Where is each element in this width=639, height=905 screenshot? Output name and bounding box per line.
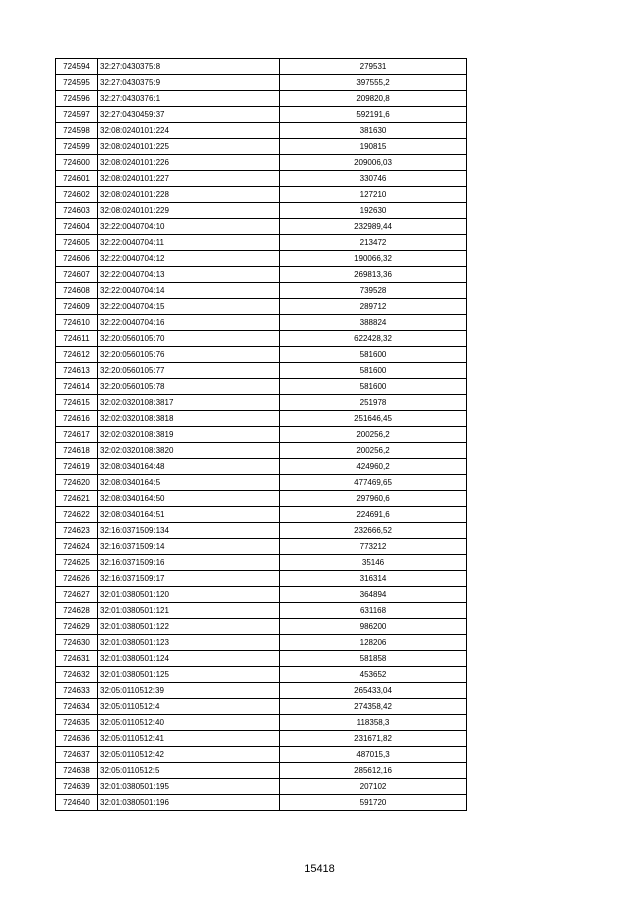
cadastral-number-cell: 32:05:0110512:5 [98, 763, 280, 779]
table-row [56, 571, 467, 587]
value-cell: 35146 [280, 555, 467, 571]
cadastral-number-cell: 32:08:0240101:228 [98, 187, 280, 203]
cadastral-number-cell: 32:02:0320108:3817 [98, 395, 280, 411]
value-cell: 209006,03 [280, 155, 467, 171]
value-cell: 274358,42 [280, 699, 467, 715]
row-number-cell: 724619 [56, 459, 98, 475]
table-row [56, 683, 467, 699]
row-number-cell: 724604 [56, 219, 98, 235]
table-row [56, 203, 467, 219]
cadastral-number-cell: 32:08:0240101:225 [98, 139, 280, 155]
cadastral-number-cell: 32:27:0430459:37 [98, 107, 280, 123]
value-cell: 453652 [280, 667, 467, 683]
row-number-cell: 724626 [56, 571, 98, 587]
row-number-cell: 724606 [56, 251, 98, 267]
table-row [56, 507, 467, 523]
row-number-cell: 724605 [56, 235, 98, 251]
value-cell: 477469,65 [280, 475, 467, 491]
row-number-cell: 724607 [56, 267, 98, 283]
cadastral-number-cell: 32:02:0320108:3819 [98, 427, 280, 443]
row-number-cell: 724637 [56, 747, 98, 763]
value-cell: 118358,3 [280, 715, 467, 731]
value-cell: 364894 [280, 587, 467, 603]
table-row [56, 331, 467, 347]
table-row [56, 459, 467, 475]
table-row [56, 667, 467, 683]
row-number-cell: 724612 [56, 347, 98, 363]
cadastral-number-cell: 32:16:0371509:17 [98, 571, 280, 587]
value-cell: 232666,52 [280, 523, 467, 539]
row-number-cell: 724634 [56, 699, 98, 715]
table-body [56, 59, 467, 811]
cadastral-number-cell: 32:08:0240101:229 [98, 203, 280, 219]
value-cell: 265433,04 [280, 683, 467, 699]
value-cell: 127210 [280, 187, 467, 203]
cadastral-number-cell: 32:22:0040704:12 [98, 251, 280, 267]
cadastral-number-cell: 32:16:0371509:14 [98, 539, 280, 555]
value-cell: 986200 [280, 619, 467, 635]
table-row [56, 139, 467, 155]
table-row [56, 267, 467, 283]
row-number-cell: 724610 [56, 315, 98, 331]
cadastral-number-cell: 32:08:0240101:227 [98, 171, 280, 187]
table-row [56, 427, 467, 443]
table-row [56, 75, 467, 91]
value-cell: 207102 [280, 779, 467, 795]
table-row [56, 763, 467, 779]
cadastral-number-cell: 32:02:0320108:3818 [98, 411, 280, 427]
row-number-cell: 724618 [56, 443, 98, 459]
cadastral-number-cell: 32:01:0380501:196 [98, 795, 280, 811]
table-row [56, 107, 467, 123]
value-cell: 297960,6 [280, 491, 467, 507]
value-cell: 232989,44 [280, 219, 467, 235]
value-cell: 581858 [280, 651, 467, 667]
row-number-cell: 724616 [56, 411, 98, 427]
cadastral-number-cell: 32:22:0040704:13 [98, 267, 280, 283]
value-cell: 285612,16 [280, 763, 467, 779]
table-row [56, 299, 467, 315]
value-cell: 381630 [280, 123, 467, 139]
table-row [56, 491, 467, 507]
row-number-cell: 724599 [56, 139, 98, 155]
value-cell: 581600 [280, 363, 467, 379]
value-cell: 269813,36 [280, 267, 467, 283]
row-number-cell: 724614 [56, 379, 98, 395]
row-number-cell: 724598 [56, 123, 98, 139]
value-cell: 397555,2 [280, 75, 467, 91]
value-cell: 128206 [280, 635, 467, 651]
value-cell: 622428,32 [280, 331, 467, 347]
cadastral-number-cell: 32:05:0110512:4 [98, 699, 280, 715]
row-number-cell: 724625 [56, 555, 98, 571]
row-number-cell: 724596 [56, 91, 98, 107]
row-number-cell: 724615 [56, 395, 98, 411]
table-row [56, 235, 467, 251]
page-number: 15418 [304, 863, 335, 875]
table-row [56, 619, 467, 635]
row-number-cell: 724617 [56, 427, 98, 443]
table-row [56, 603, 467, 619]
value-cell: 251646,45 [280, 411, 467, 427]
value-cell: 631168 [280, 603, 467, 619]
cadastral-number-cell: 32:02:0320108:3820 [98, 443, 280, 459]
row-number-cell: 724636 [56, 731, 98, 747]
value-cell: 424960,2 [280, 459, 467, 475]
row-number-cell: 724623 [56, 523, 98, 539]
cadastral-number-cell: 32:27:0430375:9 [98, 75, 280, 91]
value-cell: 739528 [280, 283, 467, 299]
table-row [56, 315, 467, 331]
value-cell: 592191,6 [280, 107, 467, 123]
table-row [56, 651, 467, 667]
row-number-cell: 724624 [56, 539, 98, 555]
cadastral-number-cell: 32:20:0560105:70 [98, 331, 280, 347]
cadastral-number-cell: 32:22:0040704:14 [98, 283, 280, 299]
cadastral-number-cell: 32:08:0340164:48 [98, 459, 280, 475]
value-cell: 190066,32 [280, 251, 467, 267]
table-row [56, 779, 467, 795]
cadastral-number-cell: 32:20:0560105:76 [98, 347, 280, 363]
value-cell: 330746 [280, 171, 467, 187]
row-number-cell: 724595 [56, 75, 98, 91]
row-number-cell: 724600 [56, 155, 98, 171]
row-number-cell: 724639 [56, 779, 98, 795]
value-cell: 200256,2 [280, 427, 467, 443]
table-row [56, 395, 467, 411]
cadastral-number-cell: 32:22:0040704:10 [98, 219, 280, 235]
row-number-cell: 724631 [56, 651, 98, 667]
row-number-cell: 724602 [56, 187, 98, 203]
row-number-cell: 724597 [56, 107, 98, 123]
table-row [56, 635, 467, 651]
value-cell: 213472 [280, 235, 467, 251]
table-row [56, 91, 467, 107]
table-row [56, 155, 467, 171]
value-cell: 224691,6 [280, 507, 467, 523]
cadastral-number-cell: 32:08:0340164:50 [98, 491, 280, 507]
cadastral-number-cell: 32:01:0380501:120 [98, 587, 280, 603]
row-number-cell: 724621 [56, 491, 98, 507]
value-cell: 581600 [280, 379, 467, 395]
cadastral-number-cell: 32:01:0380501:195 [98, 779, 280, 795]
value-cell: 591720 [280, 795, 467, 811]
cadastral-number-cell: 32:01:0380501:122 [98, 619, 280, 635]
table-row [56, 411, 467, 427]
cadastral-number-cell: 32:08:0240101:226 [98, 155, 280, 171]
row-number-cell: 724632 [56, 667, 98, 683]
row-number-cell: 724627 [56, 587, 98, 603]
cadastral-number-cell: 32:05:0110512:41 [98, 731, 280, 747]
table-row [56, 699, 467, 715]
table-row [56, 795, 467, 811]
row-number-cell: 724620 [56, 475, 98, 491]
row-number-cell: 724601 [56, 171, 98, 187]
value-cell: 773212 [280, 539, 467, 555]
cadastral-number-cell: 32:16:0371509:16 [98, 555, 280, 571]
cadastral-number-cell: 32:20:0560105:77 [98, 363, 280, 379]
table-row [56, 379, 467, 395]
table-row [56, 171, 467, 187]
cadastral-number-cell: 32:22:0040704:11 [98, 235, 280, 251]
cadastral-number-cell: 32:05:0110512:40 [98, 715, 280, 731]
value-cell: 279531 [280, 59, 467, 75]
value-cell: 487015,3 [280, 747, 467, 763]
table-row [56, 715, 467, 731]
row-number-cell: 724635 [56, 715, 98, 731]
table-row [56, 731, 467, 747]
table-row [56, 363, 467, 379]
row-number-cell: 724611 [56, 331, 98, 347]
row-number-cell: 724609 [56, 299, 98, 315]
cadastral-number-cell: 32:01:0380501:121 [98, 603, 280, 619]
cadastral-number-cell: 32:05:0110512:42 [98, 747, 280, 763]
table-row [56, 443, 467, 459]
value-cell: 581600 [280, 347, 467, 363]
table-row [56, 475, 467, 491]
table-row [56, 187, 467, 203]
row-number-cell: 724633 [56, 683, 98, 699]
value-cell: 192630 [280, 203, 467, 219]
value-cell: 209820,8 [280, 91, 467, 107]
table-row [56, 587, 467, 603]
cadastral-number-cell: 32:08:0240101:224 [98, 123, 280, 139]
cadastral-number-cell: 32:05:0110512:39 [98, 683, 280, 699]
table-row [56, 59, 467, 75]
cadastral-number-cell: 32:22:0040704:15 [98, 299, 280, 315]
value-cell: 231671,82 [280, 731, 467, 747]
cadastral-number-cell: 32:27:0430376:1 [98, 91, 280, 107]
table-row [56, 123, 467, 139]
table-row [56, 555, 467, 571]
row-number-cell: 724630 [56, 635, 98, 651]
table-row [56, 251, 467, 267]
row-number-cell: 724629 [56, 619, 98, 635]
cadastral-number-cell: 32:20:0560105:78 [98, 379, 280, 395]
cadastral-number-cell: 32:22:0040704:16 [98, 315, 280, 331]
cadastral-number-cell: 32:27:0430375:8 [98, 59, 280, 75]
row-number-cell: 724608 [56, 283, 98, 299]
value-cell: 388824 [280, 315, 467, 331]
row-number-cell: 724638 [56, 763, 98, 779]
row-number-cell: 724640 [56, 795, 98, 811]
cadastral-number-cell: 32:08:0340164:5 [98, 475, 280, 491]
cadastral-number-cell: 32:08:0340164:51 [98, 507, 280, 523]
row-number-cell: 724594 [56, 59, 98, 75]
table-row [56, 283, 467, 299]
data-table [55, 58, 467, 811]
row-number-cell: 724628 [56, 603, 98, 619]
table-row [56, 347, 467, 363]
cadastral-number-cell: 32:16:0371509:134 [98, 523, 280, 539]
cadastral-number-cell: 32:01:0380501:123 [98, 635, 280, 651]
table-row [56, 747, 467, 763]
table-row [56, 523, 467, 539]
row-number-cell: 724613 [56, 363, 98, 379]
value-cell: 200256,2 [280, 443, 467, 459]
value-cell: 316314 [280, 571, 467, 587]
value-cell: 289712 [280, 299, 467, 315]
value-cell: 190815 [280, 139, 467, 155]
cadastral-number-cell: 32:01:0380501:124 [98, 651, 280, 667]
row-number-cell: 724603 [56, 203, 98, 219]
table-row [56, 219, 467, 235]
table-row [56, 539, 467, 555]
value-cell: 251978 [280, 395, 467, 411]
cadastral-number-cell: 32:01:0380501:125 [98, 667, 280, 683]
row-number-cell: 724622 [56, 507, 98, 523]
